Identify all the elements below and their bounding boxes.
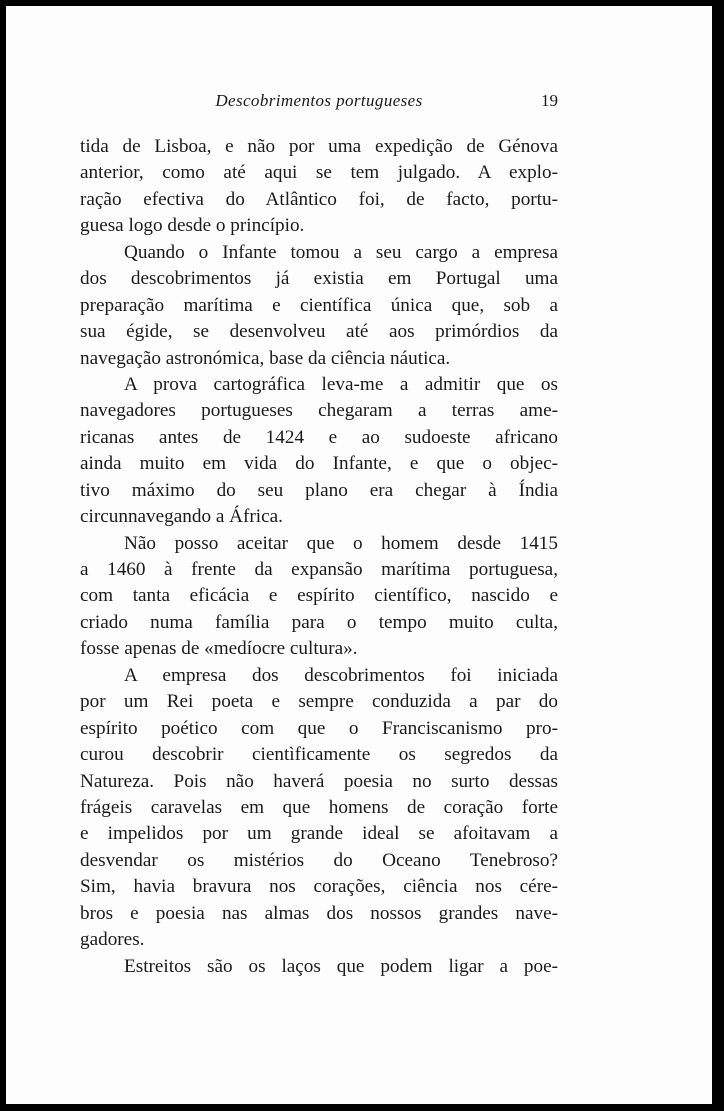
text-line: Natureza. Pois não haverá poesia no surto dessas (80, 770, 558, 792)
text-line: gadores. (80, 929, 145, 951)
text-line: tivo máximo do seu plano era chegar à Índia (80, 479, 558, 501)
text-line: ricanas antes de 1424 e ao sudoeste africano (80, 426, 558, 448)
text-line: Estreitos são os laços que podem ligar a poe- (124, 955, 558, 977)
body-text (80, 134, 558, 980)
text-line: A prova cartográfica leva-me a admitir que os (124, 373, 558, 395)
text-line: guesa logo desde o princípio. (80, 215, 305, 237)
book-page (6, 6, 712, 1104)
text-line: por um Rei poeta e sempre conduzida a par do (80, 691, 558, 713)
text-line: com tanta eficácia e espírito científico, nascido e (80, 585, 558, 607)
text-line: Não posso aceitar que o homem desde 1415 (124, 532, 558, 554)
text-line: criado numa família para o tempo muito culta, (80, 611, 558, 633)
page-header (80, 91, 558, 117)
text-line: Sim, havia bravura nos corações, ciência nos cére- (80, 876, 558, 898)
text-line: bros e poesia nas almas dos nossos grandes nave- (80, 902, 558, 924)
text-line: preparação marítima e científica única que, sob a (80, 294, 558, 316)
text-line: A empresa dos descobrimentos foi iniciada (124, 664, 558, 686)
text-line: anterior, como até aqui se tem julgado. A explo- (80, 162, 558, 184)
text-line: ainda muito em vida do Infante, e que o objec- (80, 453, 558, 475)
text-line: circunnavegando a África. (80, 506, 283, 528)
text-line: fosse apenas de «medíocre cultura». (80, 638, 358, 660)
text-line: a 1460 à frente da expansão marítima portuguesa, (80, 559, 558, 580)
text-line: e impelidos por um grande ideal se afoitavam a (80, 823, 558, 845)
text-line: Quando o Infante tomou a seu cargo a empresa (124, 241, 558, 263)
text-line: espírito poético com que o Franciscanismo pro- (80, 717, 558, 739)
running-title: Descobrimentos portugueses (215, 91, 423, 110)
text-line: desvendar os mistérios do Oceano Tenebroso? (80, 849, 558, 871)
text-line: ração efectiva do Atlântico foi, de facto, portu- (80, 188, 558, 210)
text-line: frágeis caravelas em que homens de coração forte (80, 796, 558, 818)
text-line: dos descobrimentos já existia em Portugal uma (80, 268, 558, 290)
text-line: navegação astronómica, base da ciência náutica. (80, 347, 451, 369)
text-line: sua égide, se desenvolveu até aos primórdios da (80, 321, 558, 343)
page-number: 19 (541, 91, 558, 110)
text-line: tida de Lisboa, e não por uma expedição de Génova (80, 136, 558, 157)
text-line: navegadores portugueses chegaram a terras ame- (80, 400, 558, 422)
text-line: curou descobrir cientìficamente os segredos da (80, 744, 558, 766)
